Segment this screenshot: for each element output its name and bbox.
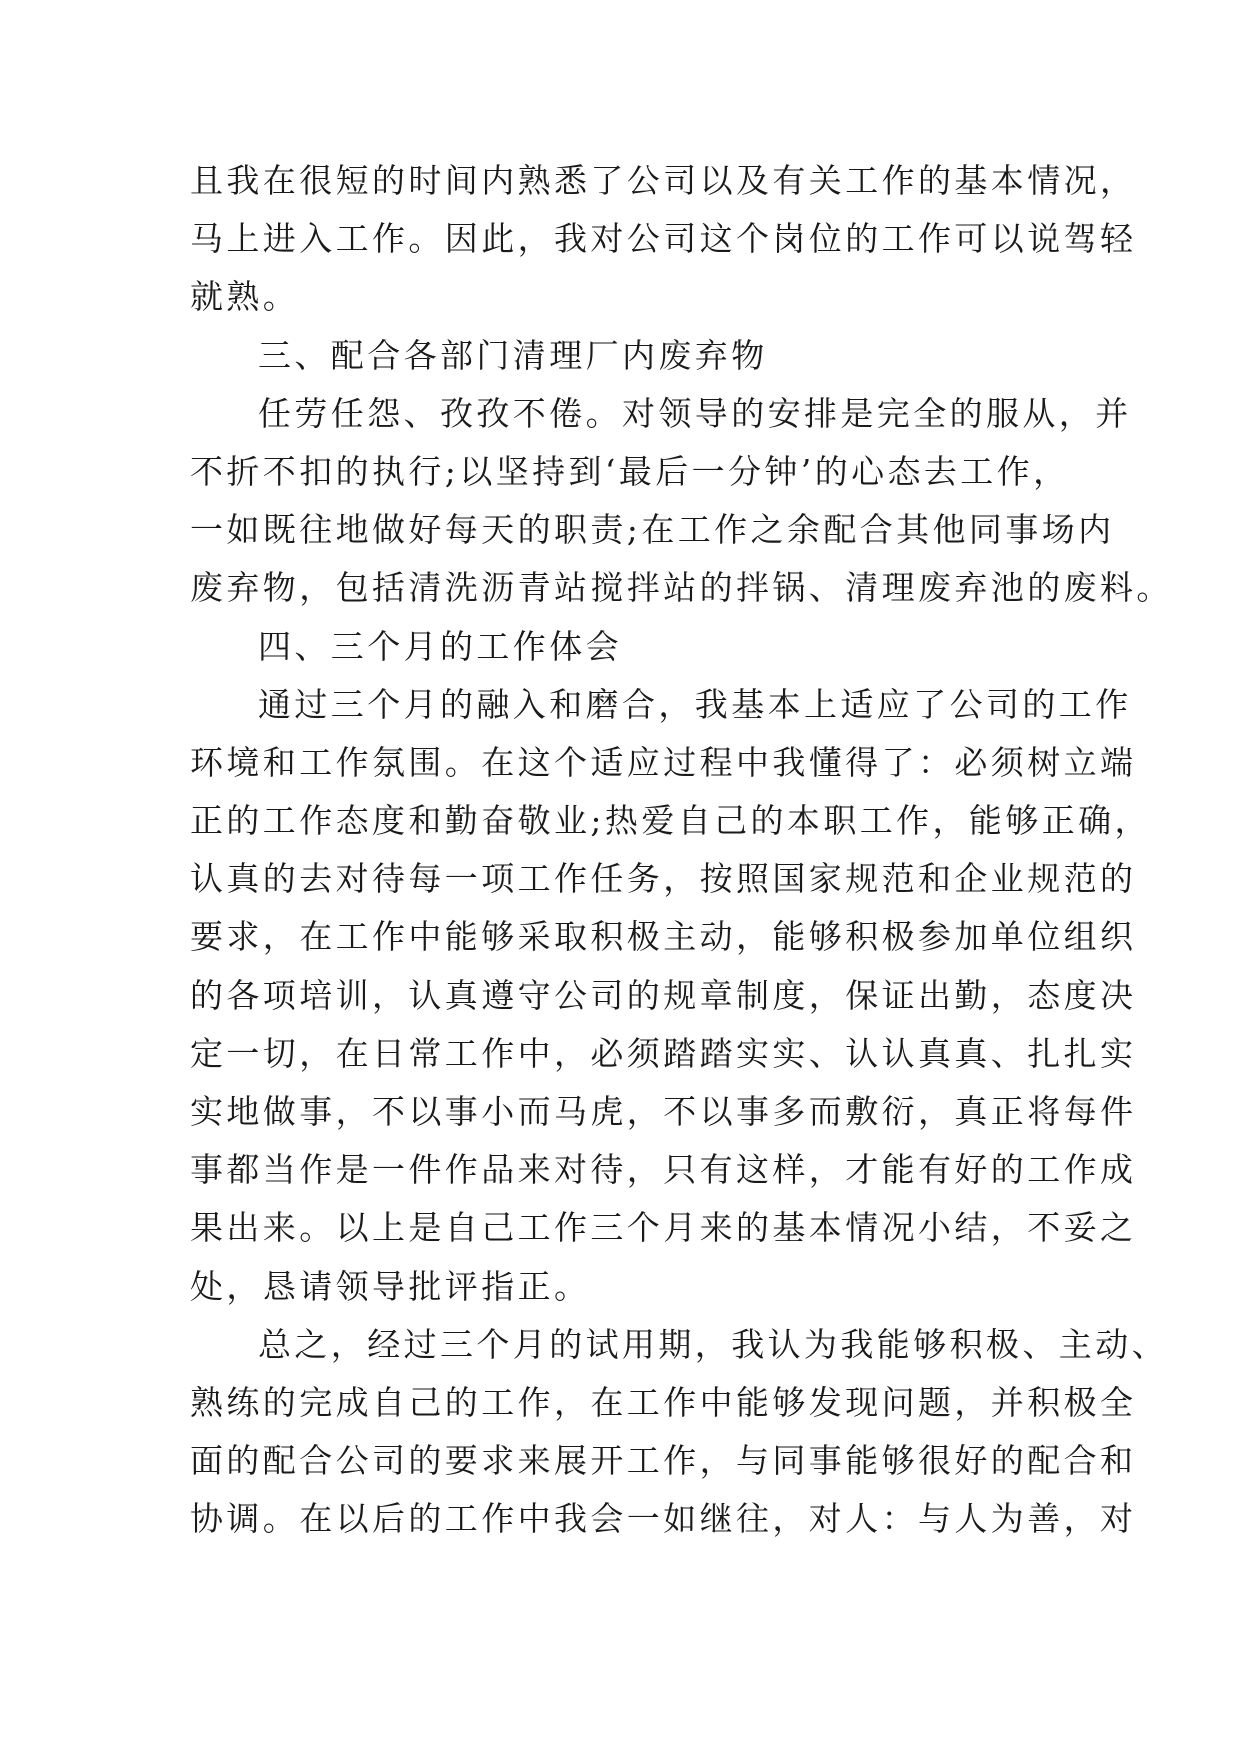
text-line: 任劳任怨、孜孜不倦。对领导的安排是完全的服从，并 xyxy=(258,393,1132,433)
document-body xyxy=(190,152,1173,1549)
text-line: 不折不扣的执行;以坚持到‘最后一分钟’的心态去工作， xyxy=(190,451,1070,491)
text-line: 要求，在工作中能够采取积极主动，能够积极参加单位组织 xyxy=(190,917,1137,957)
text-line: 一如既往地做好每天的职责;在工作之余配合其他同事场内 xyxy=(190,510,1115,550)
text-line: 熟练的完成自己的工作，在工作中能够发现问题，并积极全 xyxy=(190,1382,1137,1422)
text-line: 定一切，在日常工作中，必须踏踏实实、认认真真、扎扎实 xyxy=(190,1033,1137,1073)
text-line: 通过三个月的融入和磨合，我基本上适应了公司的工作 xyxy=(258,684,1132,724)
text-line: 总之，经过三个月的试用期，我认为我能够积极、主动、 xyxy=(258,1324,1168,1364)
section-heading: 三、配合各部门清理厂内废弃物 xyxy=(258,335,768,375)
text-line: 马上进入工作。因此，我对公司这个岗位的工作可以说驾轻 xyxy=(190,219,1137,259)
text-line: 果出来。以上是自己工作三个月来的基本情况小结，不妥之 xyxy=(190,1208,1137,1248)
text-line: 废弃物，包括清洗沥青站搅拌站的拌锅、清理废弃池的废料。 xyxy=(190,568,1173,608)
text-line: 且我在很短的时间内熟悉了公司以及有关工作的基本情况， xyxy=(190,161,1137,200)
text-line: 环境和工作氛围。在这个适应过程中我懂得了：必须树立端 xyxy=(190,742,1137,782)
text-line: 事都当作是一件作品来对待，只有这样，才能有好的工作成 xyxy=(190,1150,1137,1190)
text-line: 协调。在以后的工作中我会一如继往，对人：与人为善，对 xyxy=(190,1499,1137,1539)
text-line: 处，恳请领导批评指正。 xyxy=(190,1266,591,1306)
text-line: 就熟。 xyxy=(190,277,300,317)
text-line: 的各项培训，认真遵守公司的规章制度，保证出勤，态度决 xyxy=(190,975,1137,1015)
section-heading: 四、三个月的工作体会 xyxy=(258,626,622,666)
text-line: 正的工作态度和勤奋敬业;热爱自己的本职工作，能够正确， xyxy=(190,801,1151,841)
text-line: 实地做事，不以事小而马虎，不以事多而敷衍，真正将每件 xyxy=(190,1092,1137,1131)
text-line: 认真的去对待每一项工作任务，按照国家规范和企业规范的 xyxy=(190,859,1137,899)
text-line: 面的配合公司的要求来展开工作，与同事能够很好的配合和 xyxy=(190,1441,1137,1481)
